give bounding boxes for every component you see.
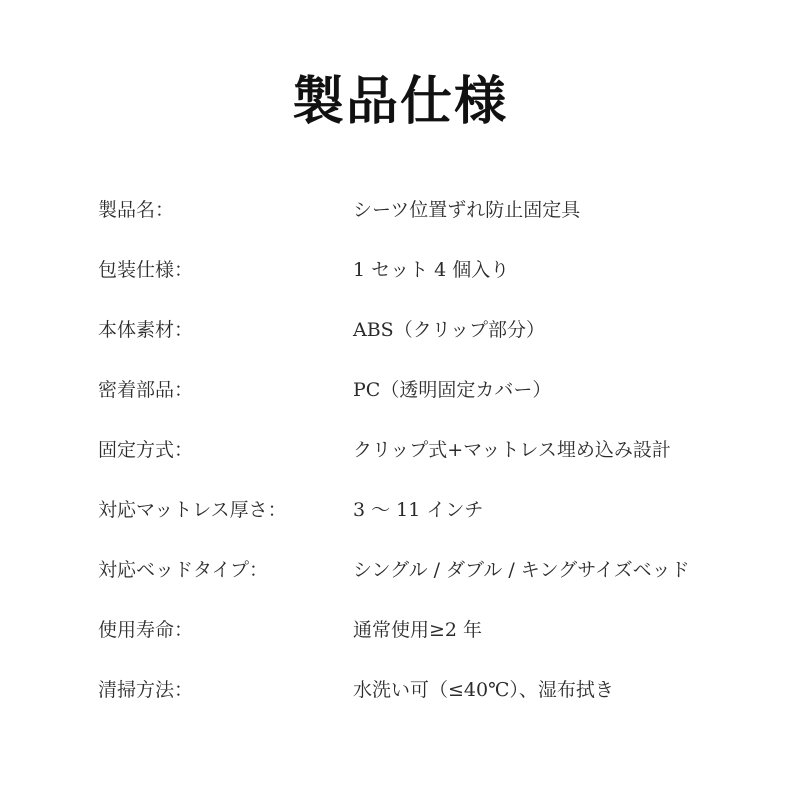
spec-row-fixing-method	[0, 420, 800, 480]
spec-label: 使用寿命：	[98, 619, 194, 641]
spec-value: 1 セット 4 個入り	[353, 259, 510, 281]
spec-value: シーツ位置ずれ防止固定具	[353, 199, 581, 221]
spec-value: クリップ式+マットレス埋め込み設計	[353, 439, 671, 461]
spec-label: 包装仕様：	[98, 259, 194, 281]
spec-row-bed-type	[0, 540, 800, 600]
spec-row-lifespan	[0, 600, 800, 660]
spec-label: 固定方式：	[98, 439, 194, 461]
spec-value: PC（透明固定カバー）	[353, 379, 552, 401]
spec-row-body-material	[0, 300, 800, 360]
spec-row-packaging	[0, 240, 800, 300]
spec-value: 通常使用≥2 年	[353, 619, 483, 641]
spec-value: シングル / ダブル / キングサイズベッド	[353, 559, 690, 581]
spec-label: 本体素材：	[98, 319, 194, 341]
spec-label: 密着部品：	[98, 379, 194, 401]
spec-row-mattress-thickness	[0, 480, 800, 540]
spec-row-contact-part	[0, 360, 800, 420]
spec-value: 水洗い可（≤40℃）、湿布拭き	[353, 679, 614, 701]
page-title: 製品仕様	[291, 71, 508, 132]
spec-list	[0, 180, 800, 720]
spec-row-product-name	[0, 180, 800, 240]
spec-value: ABS（クリップ部分）	[353, 319, 545, 341]
spec-label: 対応マットレス厚さ：	[98, 499, 287, 521]
spec-value: 3 ～ 11 インチ	[353, 499, 484, 521]
spec-label: 対応ベッドタイプ：	[98, 559, 269, 581]
spec-row-cleaning	[0, 660, 800, 720]
spec-label: 製品名：	[98, 199, 175, 221]
spec-label: 清掃方法：	[98, 679, 194, 701]
